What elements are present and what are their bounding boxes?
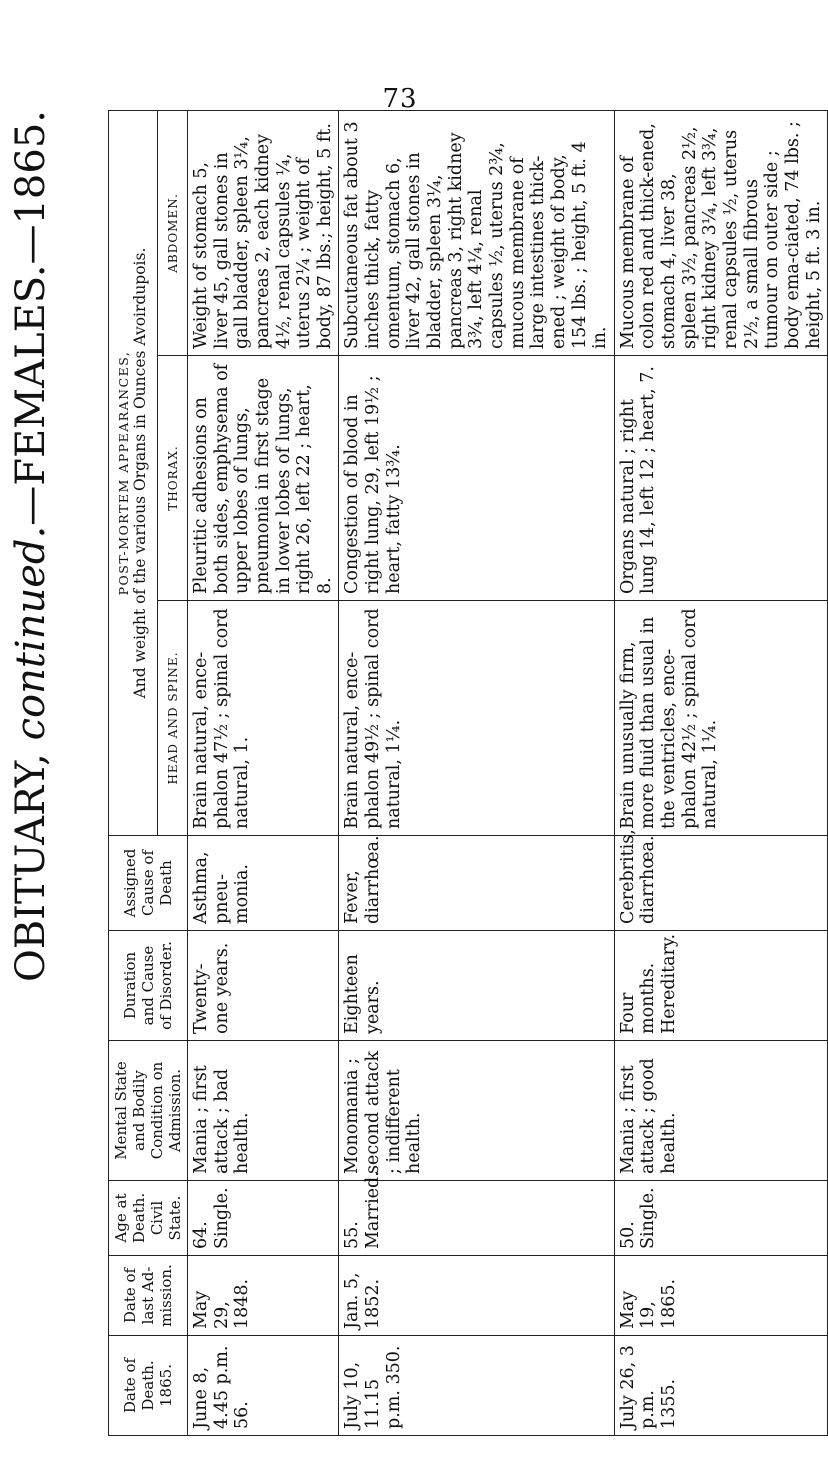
cell-duration: Four months. Hereditary. <box>614 931 827 1041</box>
running-head-continued: continued. <box>8 525 54 741</box>
cell-head-spine: Brain natural, ence-phalon 49½ ; spinal cord natural, 1¼. <box>339 601 614 836</box>
cell-date-admission: May 19, 1865. <box>614 1256 827 1336</box>
cell-age-state: 64. Single. <box>188 1181 339 1256</box>
cell-thorax: Organs natural ; right lung 14, left 12 ; heart, 7. <box>614 356 827 601</box>
col-header-postmortem <box>109 110 158 835</box>
cell-abdomen: Subcutaneous fat about 3 inches thick, fatty omentum, stomach 6, liver 42, gall stones in bladder, spleen 3¼, pancreas 3, right kidney 3¾, left 4¼, renal capsules ½, uterus 2¾, mucous membrane of large intestines thick-ened ; weight of body, 154 lbs. ; height, 5 ft. 4 in. <box>339 110 614 355</box>
cell-mental-state: Mania ; first attack ; good health. <box>614 1041 827 1181</box>
cell-head-spine: Brain natural, ence-phalon 47½ ; spinal cord natural, 1. <box>188 601 339 836</box>
cell-assigned-cause: Cerebritis, diarrhœa. <box>614 836 827 931</box>
col-header-thorax: THORAX. <box>158 356 188 601</box>
cell-duration: Twenty-one years. <box>188 931 339 1041</box>
cell-date-death: July 26, 3 p.m. 1355. <box>614 1336 827 1436</box>
col-header-duration: Duration and Cause of Disorder. <box>109 931 188 1041</box>
table-row <box>188 110 339 1435</box>
running-head <box>0 0 60 1476</box>
cell-assigned-cause: Asthma, pneu-monia. <box>188 836 339 931</box>
cell-date-admission: Jan. 5, 1852. <box>339 1256 614 1336</box>
running-head-title: OBITUARY, <box>8 753 54 983</box>
obituary-table-wrapper <box>108 111 824 1436</box>
cell-thorax: Pleuritic adhesions on both sides, emphysema of upper lobes of lungs, pneumonia in first stage in lower lobes of lungs, right 26, left 22 ; heart, 8. <box>188 356 339 601</box>
cell-date-death: July 10, 11.15 p.m. 350. <box>339 1336 614 1436</box>
table-row <box>614 110 827 1435</box>
cell-head-spine: Brain unusually firm, more fluid than usual in the ventricles, ence-phalon 42½ ; spinal cord natural, 1¼. <box>614 601 827 836</box>
cell-abdomen: Weight of stomach 5, liver 45, gall stones in gall bladder, spleen 3¼, pancreas 2, each kidney 4½, renal capsules ¼, uterus 2¼ ; weight of body, 87 lbs.; height, 5 ft. <box>188 110 339 355</box>
cell-date-death: June 8, 4.45 p.m. 56. <box>188 1336 339 1436</box>
page-number: 73 <box>382 84 418 114</box>
cell-mental-state: Monomania ; second attack ; indifferent health. <box>339 1041 614 1181</box>
cell-abdomen: Mucous membrane of colon red and thick-ened, stomach 4, liver 38, spleen 3½, pancreas 2½, right kidney 3¼, left 3¾, renal capsules ½, uterus 2½, a small fibrous tumour on outer side ; body ema-ciated, 74 lbs. ; height, 5 ft. 3 in. <box>614 110 827 355</box>
running-head-section: —FEMALES.—1865. <box>8 110 54 526</box>
table-row <box>339 110 614 1435</box>
postmortem-title: POST-MORTEM APPEARANCES, <box>115 350 131 596</box>
col-header-head-spine: HEAD AND SPINE. <box>158 601 188 836</box>
cell-assigned-cause: Fever, diarrhœa. <box>339 836 614 931</box>
obituary-table <box>108 110 828 1436</box>
cell-mental-state: Mania ; first attack ; bad health. <box>188 1041 339 1181</box>
postmortem-subtitle: And weight of the various Organs in Ounces Avoirdupois. <box>131 247 150 699</box>
col-header-age-state: Age at Death. Civil State. <box>109 1181 188 1256</box>
cell-thorax: Congestion of blood in right lung, 29, left 19½ ; heart, fatty 13¾. <box>339 356 614 601</box>
col-header-date-death: Date of Death. 1865. <box>109 1336 188 1436</box>
col-header-mental-state: Mental State and Bodily Condition on Admission. <box>109 1041 188 1181</box>
col-header-assigned-cause: Assigned Cause of Death <box>109 836 188 931</box>
cell-date-admission: May 29, 1848. <box>188 1256 339 1336</box>
col-header-date-admission: Date of last Ad-mission. <box>109 1256 188 1336</box>
cell-age-state: 55. Married. <box>339 1181 614 1256</box>
cell-age-state: 50. Single. <box>614 1181 827 1256</box>
cell-duration: Eighteen years. <box>339 931 614 1041</box>
col-header-abdomen: ABDOMEN. <box>158 110 188 355</box>
